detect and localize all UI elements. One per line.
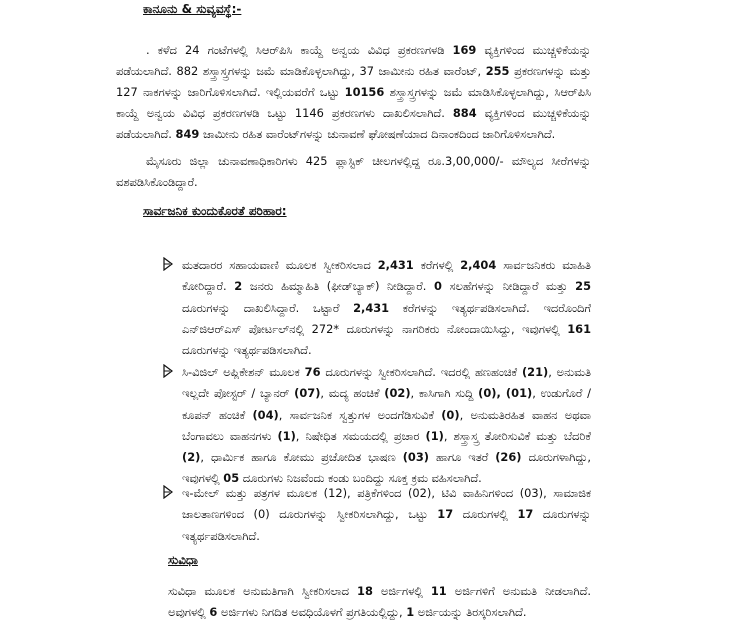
arrow-bullet-icon [163, 257, 173, 271]
arrow-bullet-icon [163, 485, 173, 499]
heading-law-and-order: ಕಾನೂನು & ಸುವ್ಯವಸ್ಥೆ:- [143, 2, 242, 16]
heading-suvidha: ಸುವಿಧಾ [168, 553, 198, 567]
bullet-voter-helpline: ಮತದಾರರ ಸಹಾಯವಾಣಿ ಮೂಲಕ ಸ್ವೀಕರಿಸಲಾದ 2,431 ಕರೆಗಳಲ್ಲಿ 2,404 ಸಾರ್ವಜನಿಕರು ಮಾಹಿತಿ ಕೋರಿದ್ದಾರೆ. 2 ಜನರು ಹಿಮ್ಮಾಹಿತಿ (ಫೀಡ್‌ಬ್ಯಾಕ್) ನೀಡಿದ್ದಾರೆ. 0 ಸಲಹೆಗಳನ್ನು ನೀಡಿದ್ದಾರೆ ಮತ್ತು 25 ದೂರುಗಳನ್ನು ದಾಖಲಿಸಿದ್ದಾರೆ. ಒಟ್ಟಾರೆ 2,431 ಕರೆಗಳನ್ನು ಇತ್ಯರ್ಥಪಡಿಸಲಾಗಿದೆ. ಇದರೊಂದಿಗೆ ಎನ್‌ಜಿಆರ್‌ಎಸ್ ಪೋರ್ಟಲ್‌ನಲ್ಲಿ 272* ದೂರುಗಳನ್ನು ನಾಗರಿಕರು ನೋಂದಾಯಿಸಿದ್ದು, ಇವುಗಳಲ್ಲಿ 161 ದೂರುಗಳನ್ನು ಇತ್ಯರ್ಥಪಡಿಸಲಾಗಿದೆ. [163, 255, 591, 361]
paragraph-crpc-actions: . ಕಳೆದ 24 ಗಂಟೆಗಳಲ್ಲಿ ಸಿಆರ್‌ಪಿಸಿ ಕಾಯ್ದೆ ಅನ್ವಯ ವಿವಿಧ ಪ್ರಕರಣಗಳಡಿ 169 ವ್ಯಕ್ತಿಗಳಿಂದ ಮುಚ್ಚಳಿಕೆಯನ್ನು ಪಡೆಯಲಾಗಿದೆ. 882 ಶಸ್ತ್ರಾಸ್ತ್ರಗಳನ್ನು ಜಮೆ ಮಾಡಿಕೊಳ್ಳಲಾಗಿದ್ದು, 37 ಜಾಮೀನು ರಹಿತ ವಾರೆಂಟ್, 255 ಪ್ರಕರಣಗಳನ್ನು ಮತ್ತು 127 ನಾಕಗಳನ್ನು ಜಾರಿಗೊಳಿಸಲಾಗಿದೆ. ಇಲ್ಲಿಯವರೆಗೆ ಒಟ್ಟು 10156 ಶಸ್ತ್ರಾಸ್ತ್ರಗಳನ್ನು ಜಮೆ ಮಾಡಿಸಿಕೊಳ್ಳಲಾಗಿದ್ದು, ಸಿಆರ್‌ಪಿಸಿ ಕಾಯ್ದೆ ಅನ್ವಯ ವಿವಿಧ ಪ್ರಕರಣಗಳಡಿ ಒಟ್ಟು 1146 ಪ್ರಕರಣಗಳು ದಾಖಲಿಸಲಾಗಿದೆ. 884 ವ್ಯಕ್ತಿಗಳಿಂದ ಮುಚ್ಚಳಿಕೆಯನ್ನು ಪಡೆಯಲಾಗಿದೆ. 849 ಜಾಮೀನು ರಹಿತ ವಾರೆಂಟ್‌ಗಳನ್ನು ಚುನಾವಣೆ ಘೋಷಣೆಯಾದ ದಿನಾಂಕದಿಂದ ಜಾರಿಗೊಳಿಸಲಾಗಿದೆ. [116, 43, 591, 141]
heading-public-grievance: ಸಾರ್ವಜನಿಕ ಕುಂದುಕೊರತೆ ಪರಿಹಾರ: [143, 204, 287, 218]
arrow-bullet-icon [163, 364, 173, 378]
bullet-cvigil-app: ಸಿ-ವಿಜಿಲ್ ಅಪ್ಲಿಕೇಶನ್ ಮೂಲಕ 76 ದೂರುಗಳನ್ನು ಸ್ವೀಕರಿಸಲಾಗಿದೆ. ಇದರಲ್ಲಿ ಹಣಹಂಚಿಕೆ (21), ಅನುಮತಿ ಇಲ್ಲದೇ ಪೋಸ್ಟರ್ / ಬ್ಯಾನರ್ (07), ಮದ್ಯ ಹಂಚಿಕೆ (02), ಕಾಸಿಗಾಗಿ ಸುದ್ದಿ (0), (01), ಉಡುಗೊರೆ / ಕೂಪನ್ ಹಂಚಿಕೆ (04), ಸಾರ್ವಜನಿಕ ಸ್ವತ್ತುಗಳ ಅಂದಗೆಡಿಸುವಿಕೆ (0), ಅನುಮತಿರಹಿತ ವಾಹನ ಅಥವಾ ಬೆಂಗಾವಲು ವಾಹನಗಳು (1), ನಿಷೇಧಿತ ಸಮಯದಲ್ಲಿ ಪ್ರಚಾರ (1), ಶಸ್ತ್ರಾಸ್ತ್ರ ತೋರಿಸುವಿಕೆ ಮತ್ತು ಬೆದರಿಕೆ (2), ಧಾರ್ಮಿಕ ಹಾಗೂ ಕೋಮು ಪ್ರಚೋದಿತ ಭಾಷಣ (03) ಹಾಗೂ ಇತರೆ (26) ದೂರುಗಳಾಗಿದ್ದು, ಇವುಗಳಲ್ಲಿ 05 ದೂರುಗಳು ನಿಜವೆಂದು ಕಂಡು ಬಂದಿದ್ದು ಸೂಕ್ತ ಕ್ರಮ ವಹಿಸಲಾಗಿದೆ. [163, 362, 591, 490]
paragraph-saree-seizure: ಮೈಸೂರು ಜಿಲ್ಲಾ ಚುನಾವಣಾಧಿಕಾರಿಗಳು 425 ಪ್ಲಾಸ್ಟಿಕ್ ಚೀಲಗಳಲ್ಲಿದ್ದ ರೂ.3,00,000/- ಮೌಲ್ಯದ ಸೀರೆಗಳನ್ನು ವಶಪಡಿಸಿಕೊಂಡಿದ್ದಾರೆ. [116, 154, 591, 189]
bullet-email-letters: ಇ-ಮೇಲ್ ಮತ್ತು ಪತ್ರಗಳ ಮೂಲಕ (12), ಪತ್ರಿಕೆಗಳಿಂದ (02), ಟಿವಿ ವಾಹಿನಿಗಳಿಂದ (03), ಸಾಮಾಜಿಕ ಜಾಲತಾಣಗಳಿಂದ (0) ದೂರುಗಳನ್ನು ಸ್ವೀಕರಿಸಲಾಗಿದ್ದು, ಒಟ್ಟು 17 ದೂರುಗಳಲ್ಲಿ 17 ದೂರುಗಳನ್ನು ಇತ್ಯರ್ಥಪಡಿಸಲಾಗಿದೆ. [163, 483, 591, 547]
paragraph-suvidha: ಸುವಿಧಾ ಮೂಲಕ ಅನುಮತಿಗಾಗಿ ಸ್ವೀಕರಿಸಲಾದ 18 ಅರ್ಜಿಗಳಲ್ಲಿ 11 ಅರ್ಜಿಗಳಿಗೆ ಅನುಮತಿ ನೀಡಲಾಗಿದೆ. ಅವುಗಳಲ್ಲಿ 6 ಅರ್ಜಿಗಳು ನಿಗದಿತ ಅವಧಿಯೊಳಗೆ ಪ್ರಗತಿಯಲ್ಲಿದ್ದು, 1 ಅರ್ಜಿಯನ್ನು ತಿರಸ್ಕರಿಸಲಾಗಿದೆ. [168, 584, 592, 619]
